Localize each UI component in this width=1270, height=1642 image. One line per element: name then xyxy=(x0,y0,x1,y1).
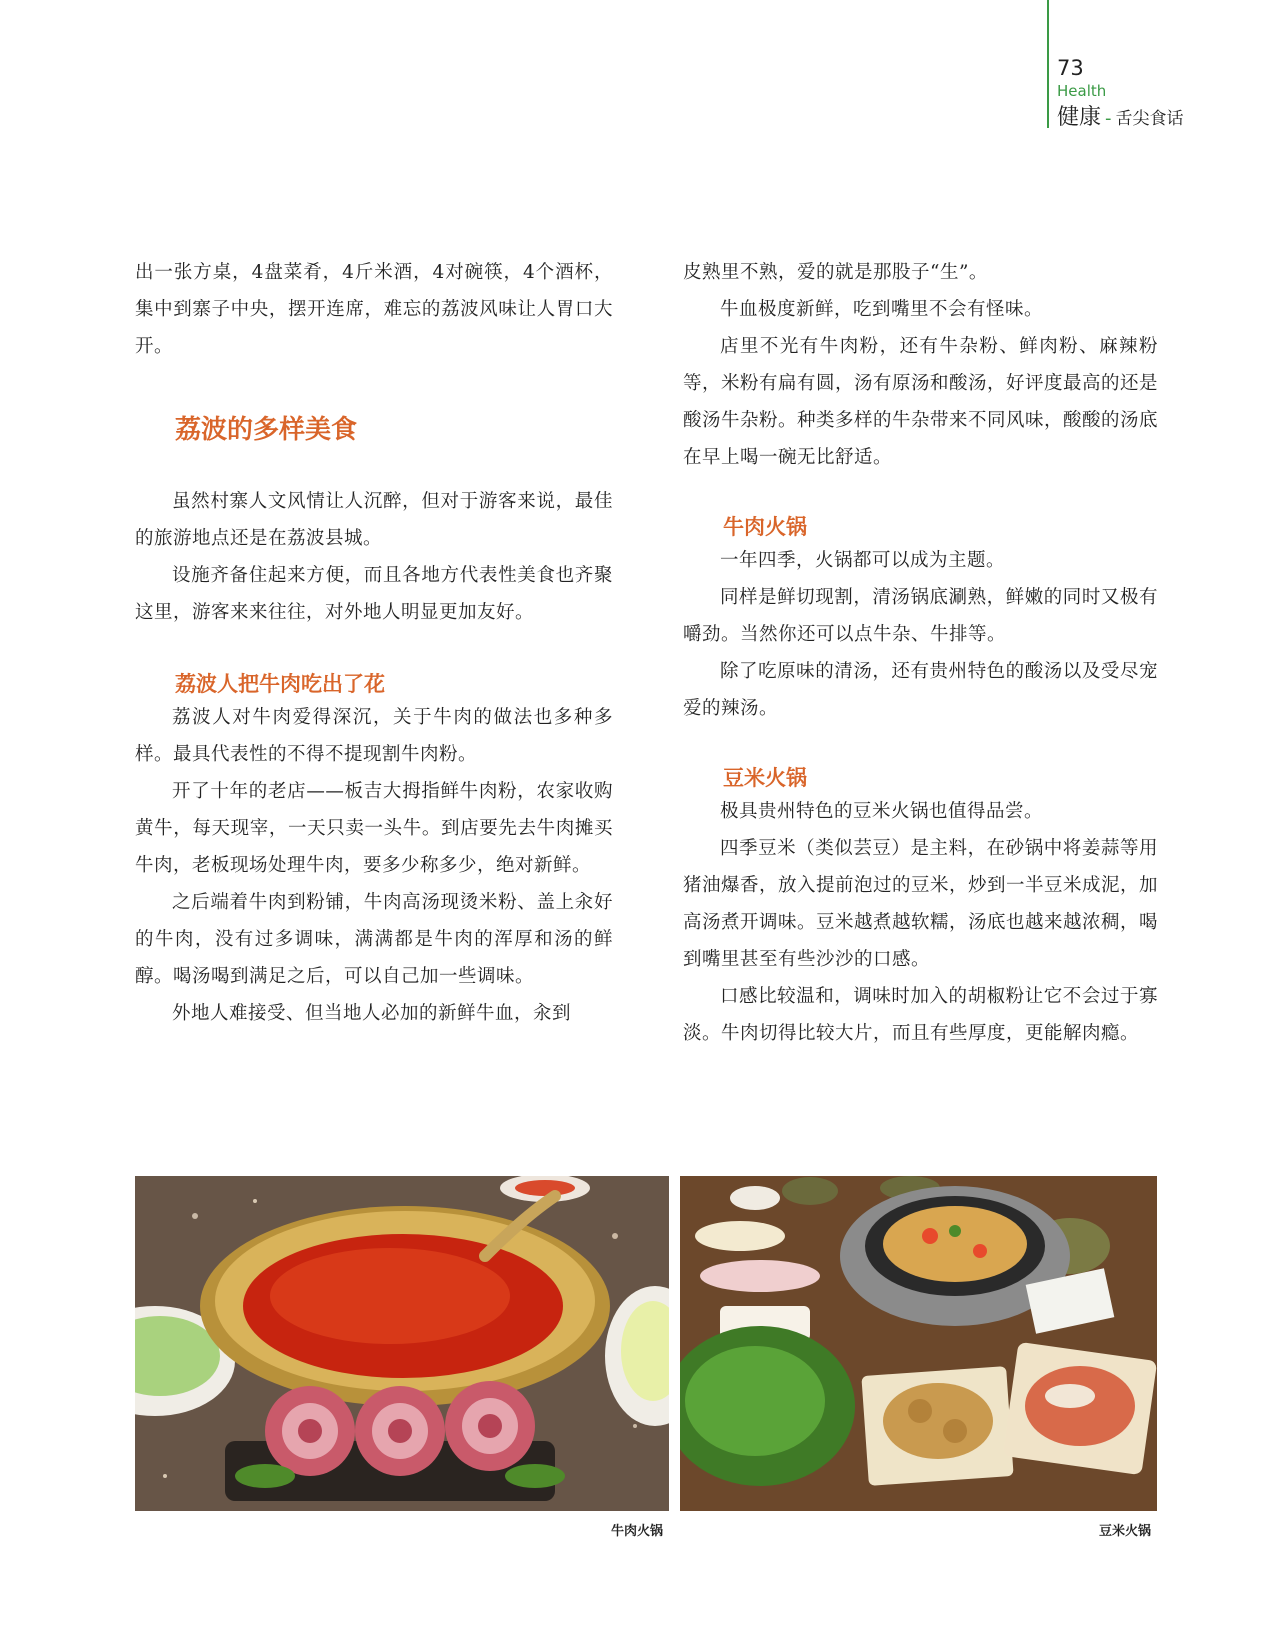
bean-hotpot-caption: 豆米火锅 xyxy=(1099,1524,1152,1539)
section-label xyxy=(1057,100,1184,131)
body-paragraph: 四季豆米（类似芸豆）是主料，在砂锅中将姜蒜等用猪油爆香，放入提前泡过的豆米，炒到一半豆米成泥，加高汤煮开调味。豆米越煮越软糯，汤底也越来越浓稠，喝到嘴里甚至有些沙沙的口感。 xyxy=(683,838,1159,970)
body-paragraph: 同样是鲜切现割，清汤锅底涮熟，鲜嫩的同时又极有嚼劲。当然你还可以点牛杂、牛排等。 xyxy=(683,587,1158,645)
body-paragraph: 除了吃原味的清汤，还有贵州特色的酸汤以及受尽宠爱的辣汤。 xyxy=(683,661,1158,719)
body-paragraph: 口感比较温和，调味时加入的胡椒粉让它不会过于寡淡。牛肉切得比较大片，而且有些厚度，更能解肉瘾。 xyxy=(683,986,1158,1044)
body-paragraph: 之后端着牛肉到粉铺，牛肉高汤现烫米粉、盖上汆好的牛肉，没有过多调味，满满都是牛肉的浑厚和汤的鲜醇。喝汤喝到满足之后，可以自己加一些调味。 xyxy=(135,892,613,987)
section-label-en: Health xyxy=(1057,82,1107,100)
section-label-dash: - xyxy=(1105,108,1112,129)
section-heading: 荔波的多样美食 xyxy=(175,415,358,445)
page-number: 73 xyxy=(1057,56,1084,80)
heading-bean-hotpot: 豆米火锅 xyxy=(723,766,807,790)
bean-hotpot-illustration xyxy=(680,1176,1157,1511)
section-label-zh: 健康 xyxy=(1057,105,1102,130)
body-paragraph: 极具贵州特色的豆米火锅也值得品尝。 xyxy=(720,801,1044,822)
body-paragraph: 店里不光有牛肉粉，还有牛杂粉、鲜肉粉、麻辣粉等，米粉有扁有圆，汤有原汤和酸汤，好评度最高的还是酸汤牛杂粉。种类多样的牛杂带来不同风味，酸酸的汤底在早上喝一碗无比舒适。 xyxy=(683,336,1159,468)
body-paragraph: 设施齐备住起来方便，而且各地方代表性美食也齐聚这里，游客来来往往，对外地人明显更加友好。 xyxy=(135,565,613,623)
body-paragraph: 荔波人对牛肉爱得深沉，关于牛肉的做法也多种多样。最具代表性的不得不提现割牛肉粉。 xyxy=(135,707,613,765)
header-divider xyxy=(1047,0,1049,128)
section-sublabel: 舌尖食话 xyxy=(1115,109,1184,129)
body-paragraph: 一年四季，火锅都可以成为主题。 xyxy=(720,550,1006,571)
left-column xyxy=(135,254,613,1032)
bean-hotpot-photo xyxy=(680,1176,1157,1511)
body-paragraph: 牛血极度新鲜，吃到嘴里不会有怪味。 xyxy=(720,299,1044,320)
body-paragraph: 外地人难接受、但当地人必加的新鲜牛血，汆到 xyxy=(172,1003,572,1024)
continued-paragraph: 皮熟里不熟，爱的就是那股子“生”。 xyxy=(683,262,988,283)
body-paragraph: 开了十年的老店——板吉大拇指鲜牛肉粉，农家收购黄牛，每天现宰，一天只卖一头牛。到店要先去牛肉摊买牛肉，老板现场处理牛肉，要多少称多少，绝对新鲜。 xyxy=(135,781,613,876)
intro-paragraph: 出一张方桌，4盘菜肴，4斤米酒，4对碗筷，4个酒杯，集中到寨子中央，摆开连席，难忘的荔波风味让人胃口大开。 xyxy=(135,262,613,357)
body-paragraph: 虽然村寨人文风情让人沉醉，但对于游客来说，最佳的旅游地点还是在荔波县城。 xyxy=(135,491,613,549)
heading-beef-hotpot: 牛肉火锅 xyxy=(723,515,807,539)
beef-hotpot-illustration xyxy=(135,1176,669,1511)
subheading-beef: 荔波人把牛肉吃出了花 xyxy=(175,672,385,696)
beef-hotpot-caption: 牛肉火锅 xyxy=(611,1524,664,1539)
right-column xyxy=(683,254,1158,1052)
beef-hotpot-photo xyxy=(135,1176,669,1511)
